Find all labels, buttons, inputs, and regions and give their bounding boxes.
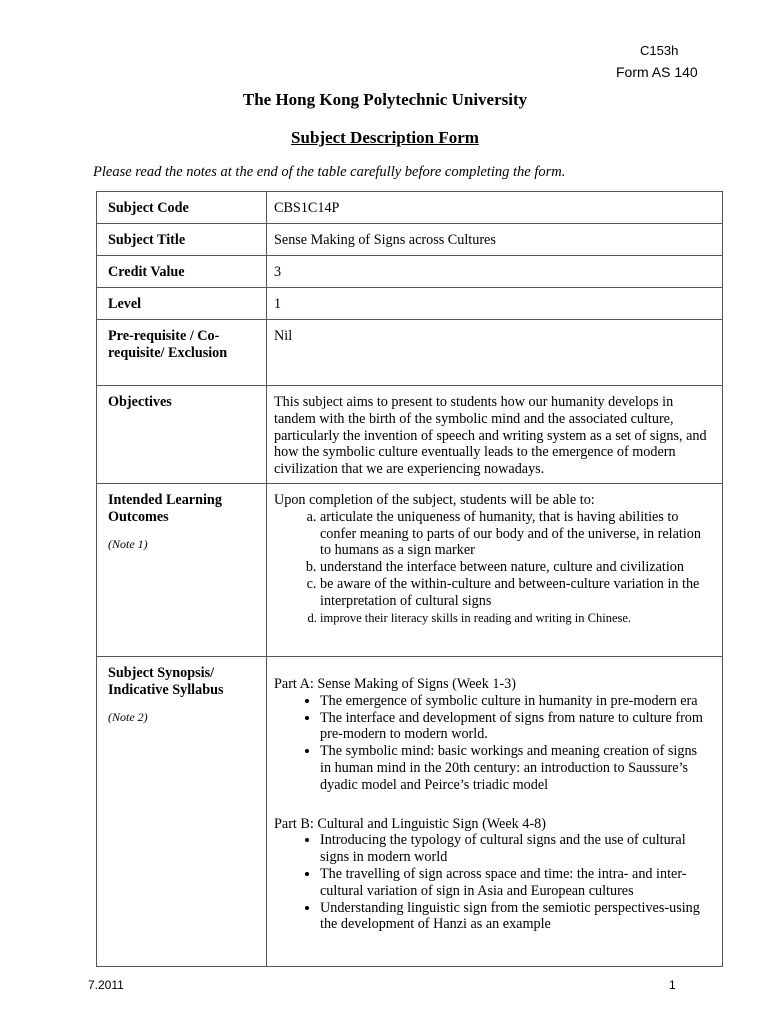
ilo-item: a. articulate the uniqueness of humanity, that is having abilities to confer meaning to parts of our body and of the universe, in relation to humans as a sign marker bbox=[320, 509, 710, 559]
subject-table bbox=[96, 191, 723, 967]
synopsis-note: (Note 2) bbox=[108, 709, 148, 724]
form-code: C153h bbox=[640, 43, 679, 58]
value-objectives: This subject aims to present to students how our humanity develops in tandem with the birth of the symbolic mind and the associated culture, particularly the invention of speech and writing system as a set of signs, and how the symbolic culture eventually leads to the emergence of modern civilization that we are experiencing nowadays. bbox=[267, 386, 723, 484]
row-level bbox=[97, 288, 723, 320]
value-prerequisite: Nil bbox=[267, 320, 723, 386]
label-subject-code: Subject Code bbox=[97, 192, 267, 224]
label-level: Level bbox=[97, 288, 267, 320]
row-prerequisite bbox=[97, 320, 723, 386]
row-subject-title bbox=[97, 224, 723, 256]
ilo-item: d. improve their literacy skills in reading and writing in Chinese. bbox=[320, 610, 710, 627]
footer-date: 7.2011 bbox=[88, 978, 124, 992]
label-credit-value: Credit Value bbox=[97, 256, 267, 288]
instructions: Please read the notes at the end of the table carefully before completing the form. bbox=[93, 164, 566, 180]
value-subject-title: Sense Making of Signs across Cultures bbox=[267, 224, 723, 256]
part-a-title: Part A: Sense Making of Signs (Week 1-3) bbox=[274, 676, 516, 692]
part-b-list bbox=[274, 832, 710, 933]
label-synopsis-cell bbox=[97, 657, 267, 967]
spacer bbox=[274, 794, 710, 814]
part-a-item: • The emergence of symbolic culture in humanity in pre-modern era bbox=[320, 693, 710, 710]
row-ilo bbox=[97, 484, 723, 657]
ilo-list bbox=[274, 509, 710, 627]
value-credit-value: 3 bbox=[267, 256, 723, 288]
part-a-list bbox=[274, 693, 710, 794]
label-ilo-cell bbox=[97, 484, 267, 657]
value-subject-code: CBS1C14P bbox=[267, 192, 723, 224]
part-a-item: • The interface and development of signs from nature to culture from pre-modern to modern world. bbox=[320, 710, 710, 744]
ilo-item: c. be aware of the within-culture and between-culture variation in the interpretation of cultural signs bbox=[320, 576, 710, 610]
label-synopsis: Subject Synopsis/ Indicative Syllabus bbox=[108, 665, 224, 698]
part-b-item: • The travelling of sign across space and time: the intra- and inter-cultural variation of sign in Asia and European cultures bbox=[320, 866, 710, 900]
form-number: Form AS 140 bbox=[616, 64, 698, 80]
university-name: The Hong Kong Polytechnic University bbox=[242, 90, 528, 109]
value-ilo bbox=[267, 484, 723, 657]
label-objectives: Objectives bbox=[97, 386, 267, 484]
part-b-item: • Understanding linguistic sign from the semiotic perspectives-using the development of Hanzi as an example bbox=[320, 900, 710, 934]
value-synopsis bbox=[267, 657, 723, 967]
value-level: 1 bbox=[267, 288, 723, 320]
ilo-note: (Note 1) bbox=[108, 536, 148, 551]
page-number: 1 bbox=[669, 978, 676, 992]
part-a-item: • The symbolic mind: basic workings and meaning creation of signs in human mind in the 20th century: an introduction to Saussure’s dyadic model and Peirce’s triadic model bbox=[320, 743, 710, 793]
row-credit-value bbox=[97, 256, 723, 288]
label-prerequisite: Pre-requisite / Co-requisite/ Exclusion bbox=[97, 320, 267, 386]
part-b-title: Part B: Cultural and Linguistic Sign (Week 4-8) bbox=[274, 815, 546, 832]
row-objectives bbox=[97, 386, 723, 484]
row-subject-code bbox=[97, 192, 723, 224]
label-ilo: Intended Learning Outcomes bbox=[108, 492, 222, 525]
row-synopsis bbox=[97, 657, 723, 967]
document-title: Subject Description Form bbox=[291, 128, 479, 147]
ilo-intro: Upon completion of the subject, students will be able to: bbox=[274, 492, 595, 508]
ilo-item: b. understand the interface between nature, culture and civilization bbox=[320, 559, 710, 576]
label-subject-title: Subject Title bbox=[97, 224, 267, 256]
part-b-item: • Introducing the typology of cultural signs and the use of cultural signs in modern world bbox=[320, 832, 710, 866]
